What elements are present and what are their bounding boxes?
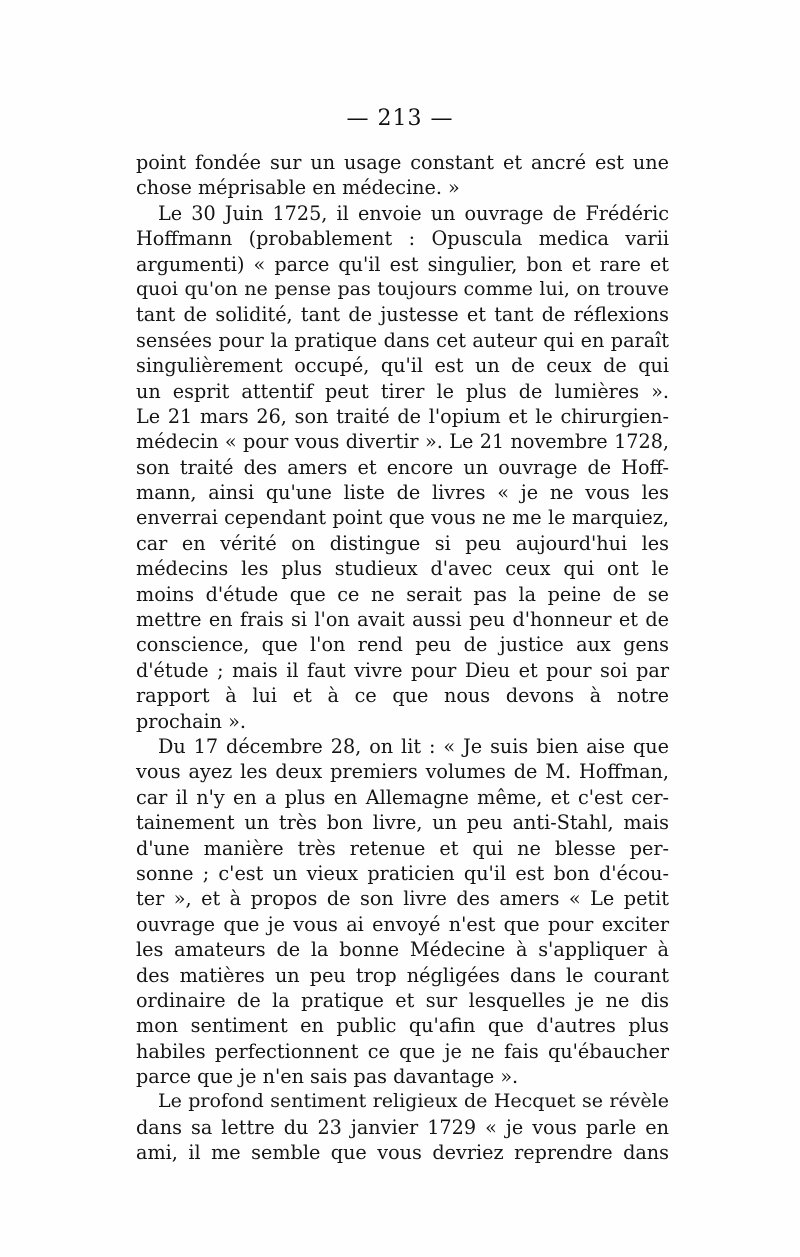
text-line: mann, ainsi qu'une liste de livres « je ne vous les bbox=[136, 481, 669, 505]
text-line: Du 17 décembre 28, on lit : « Je suis bien aise que bbox=[158, 734, 669, 758]
text-line: ter », et à propos de son livre des amers « Le petit bbox=[136, 887, 669, 911]
text-line: médecins les plus studieux d'avec ceux qui ont le bbox=[136, 557, 669, 581]
text-line: car en vérité on distingue si peu aujourd'hui les bbox=[136, 531, 669, 555]
text-line: Le profond sentiment religieux de Hecquet se révèle bbox=[158, 1090, 669, 1113]
text-line: enverrai cependant point que vous ne me le marquiez, bbox=[136, 506, 669, 530]
text-line: Le 21 mars 26, son traité de l'opium et le chirurgien- bbox=[136, 404, 669, 428]
text-line: vous ayez les deux premiers volumes de M. Hoffman, bbox=[136, 760, 669, 784]
text-line: tainement un très bon livre, un peu anti-Stahl, mais bbox=[136, 811, 669, 835]
text-line: d'étude ; mais il faut vivre pour Dieu et pour soi par bbox=[136, 658, 669, 682]
text-line: singulièrement occupé, qu'il est un de ceux de qui bbox=[136, 354, 669, 378]
text-line: quoi qu'on ne pense pas toujours comme lui, on trouve bbox=[136, 277, 669, 300]
text-line: ordinaire de la pratique et sur lesquelles je ne dis bbox=[136, 988, 669, 1012]
text-line: point fondée sur un usage constant et ancré est une bbox=[136, 151, 669, 174]
text-line: Le 30 Juin 1725, il envoie un ouvrage de Frédéric bbox=[158, 201, 669, 225]
text-line: mon sentiment en public qu'afin que d'autres plus bbox=[136, 1014, 669, 1038]
text-line: les amateurs de la bonne Médecine à s'appliquer à bbox=[136, 938, 669, 962]
text-line: d'une manière très retenue et qui ne blesse per- bbox=[136, 836, 669, 860]
page-number: — 213 — bbox=[346, 106, 454, 131]
text-line: des matières un peu trop négligées dans le courant bbox=[136, 963, 669, 987]
text-line: un esprit attentif peut tirer le plus de lumières ». bbox=[136, 379, 669, 403]
text-line: tant de solidité, tant de justesse et tant de réflexions bbox=[136, 303, 669, 327]
text-line: prochain ». bbox=[136, 709, 246, 733]
text-line: sonne ; c'est un vieux praticien qu'il est bon d'écou- bbox=[136, 861, 669, 885]
text-line: moins d'étude que ce ne serait pas la peine de se bbox=[136, 582, 669, 606]
text-line: conscience, que l'on rend peu de justice aux gens bbox=[136, 633, 669, 657]
text-line: ami, il me semble que vous devriez reprendre dans bbox=[136, 1141, 669, 1165]
text-line: mettre en frais si l'on avait aussi peu d'honneur et de bbox=[136, 608, 669, 632]
text-line: car il n'y en a plus en Allemagne même, et c'est cer- bbox=[136, 785, 669, 809]
text-line: son traité des amers et encore un ouvrage de Hoff- bbox=[136, 455, 669, 479]
text-line: dans sa lettre du 23 janvier 1729 « je vous parle en bbox=[136, 1115, 669, 1139]
body-text bbox=[136, 150, 669, 1166]
text-line: parce que je n'en sais pas davantage ». bbox=[136, 1065, 519, 1089]
text-line: chose méprisable en médecine. » bbox=[136, 176, 460, 200]
text-line: sensées pour la pratique dans cet auteur qui en paraît bbox=[136, 328, 669, 352]
text-line: ouvrage que je vous ai envoyé n'est que pour exciter bbox=[136, 912, 669, 936]
text-line: Hoffmann (probablement : Opuscula medica varii bbox=[136, 227, 669, 251]
text-line: médecin « pour vous divertir ». Le 21 novembre 1728, bbox=[136, 430, 669, 454]
text-line: rapport à lui et à ce que nous devons à notre bbox=[136, 684, 669, 708]
text-line: argumenti) « parce qu'il est singulier, bon et rare et bbox=[136, 252, 669, 276]
text-line: habiles perfectionnent ce que je ne fais qu'ébaucher bbox=[136, 1039, 669, 1063]
